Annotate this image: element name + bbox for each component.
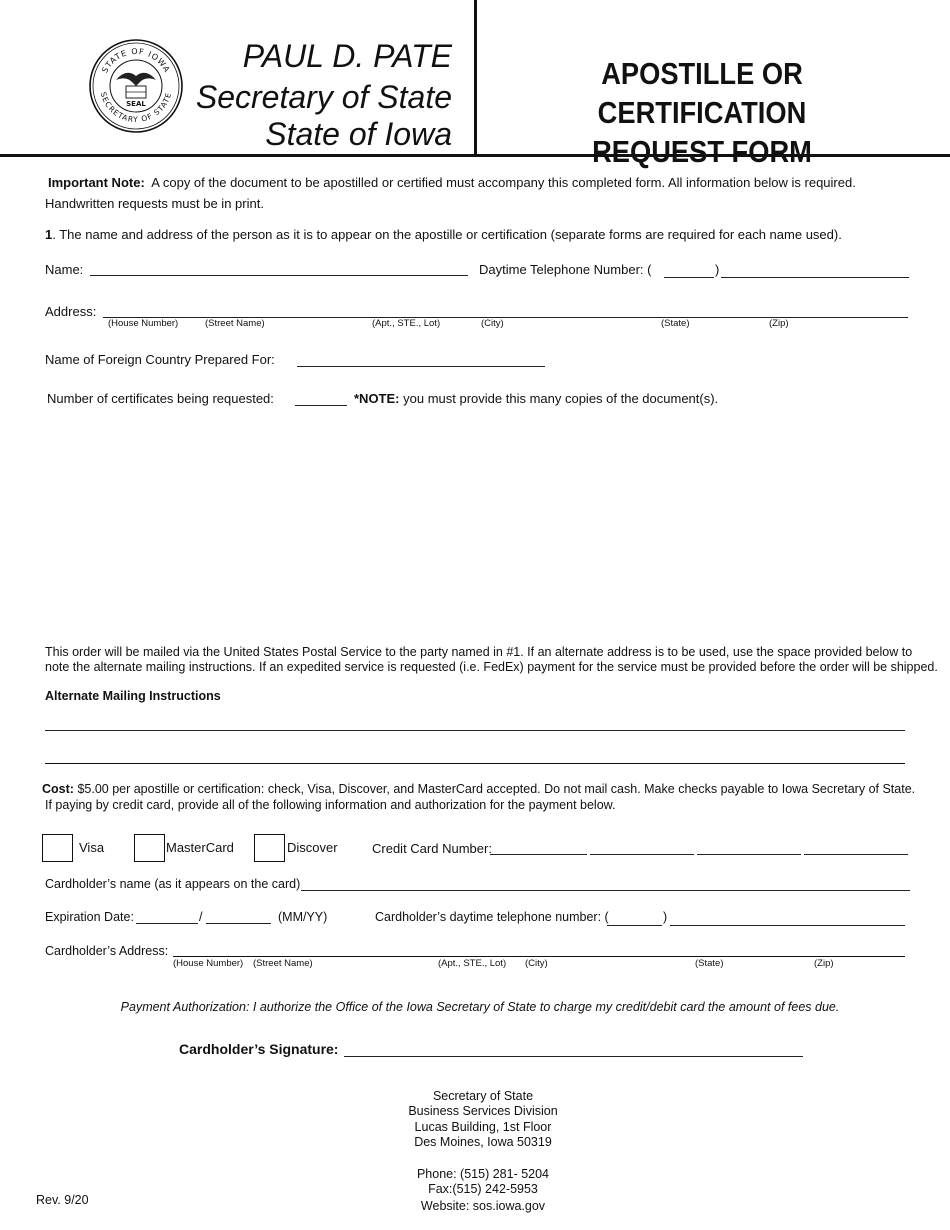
cardholder-address-part-apt: (Apt., STE., Lot) (438, 958, 507, 969)
form-title-line-2: REQUEST FORM (592, 134, 812, 169)
important-note-text: A copy of the document to be apostilled or certified must accompany this completed form. All information below is required. (151, 175, 856, 190)
visa-checkbox[interactable] (42, 834, 73, 862)
cardholder-phone-paren: ) (663, 910, 668, 924)
expiration-month-input[interactable] (136, 909, 198, 924)
official-name: PAUL D. PATE (242, 38, 452, 74)
cardholder-address-input[interactable] (173, 942, 905, 957)
cardholder-phone-input[interactable] (670, 911, 905, 926)
header-divider-vertical (474, 0, 477, 156)
section-1-text: . The name and address of the person as it is to appear on the apostille or certification (separate forms are required for each name used). (52, 227, 842, 242)
address-part-zip: (Zip) (769, 318, 789, 329)
office-address (383, 1089, 583, 1150)
card-number-group-3[interactable] (697, 840, 801, 855)
certificates-note (354, 391, 718, 406)
office-website[interactable]: Website: sos.iowa.gov (420, 1199, 546, 1213)
alternate-mailing-label: Alternate Mailing Instructions (45, 689, 221, 703)
address-part-apt: (Apt., STE., Lot) (372, 318, 441, 329)
cost-text: $5.00 per apostille or certification: check, Visa, Discover, and MasterCard accepted. Do not mail cash. Make checks payable to Iowa Secretary of State. (77, 782, 916, 796)
certificates-note-text: you must provide this many copies of the document(s). (403, 391, 719, 406)
mastercard-checkbox[interactable] (134, 834, 165, 862)
card-number-group-4[interactable] (804, 840, 908, 855)
office-address-line-3: Lucas Building, 1st Floor (414, 1119, 552, 1134)
address-input[interactable] (103, 303, 908, 318)
name-label: Name: (45, 262, 84, 277)
expiration-format-hint: (MM/YY) (278, 910, 328, 924)
cardholder-phone-label: Cardholder’s daytime telephone number: ( (375, 910, 609, 924)
form-title-line-1: APOSTILLE OR CERTIFICATION (597, 56, 807, 130)
revision-label: Rev. 9/20 (36, 1193, 89, 1207)
office-address-line-2: Business Services Division (408, 1104, 558, 1119)
card-number-group-2[interactable] (590, 840, 694, 855)
daytime-phone-paren: ) (715, 262, 720, 277)
cardholder-address-part-state: (State) (695, 958, 724, 969)
office-phone: Phone: (515) 281- 5204 (416, 1167, 550, 1181)
mailing-text-line-2: note the alternate mailing instructions. If an expedited service is requested (i.e. FedEx) payment for the service must be provided before the order will be shipped. (45, 660, 938, 674)
address-label: Address: (45, 304, 97, 319)
certificates-count-input[interactable] (295, 391, 347, 406)
office-address-line-1: Secretary of State (432, 1089, 534, 1103)
official-state: State of Iowa (265, 116, 452, 152)
cost-text-line-2: If paying by credit card, provide all of the following information and authorization for the payment below. (45, 798, 616, 812)
important-note-line-2: Handwritten requests must be in print. (45, 196, 264, 211)
cardholder-phone-area-code-input[interactable] (607, 911, 662, 926)
address-part-street-name: (Street Name) (205, 318, 265, 329)
daytime-phone-input[interactable] (721, 263, 909, 278)
cardholder-address-part-house-number: (House Number) (173, 958, 244, 969)
discover-checkbox[interactable] (254, 834, 285, 862)
certificates-count-label: Number of certificates being requested: (47, 391, 274, 406)
address-part-house-number: (House Number) (108, 318, 179, 329)
cardholder-address-part-street-name: (Street Name) (253, 958, 313, 969)
address-part-city: (City) (481, 318, 504, 329)
office-address-line-4: Des Moines, Iowa 50319 (414, 1134, 552, 1149)
seal-center-text: SEAL (126, 100, 146, 108)
cost-label: Cost: (42, 782, 74, 796)
discover-label: Discover (287, 840, 338, 855)
cardholder-address-label: Cardholder’s Address: (45, 944, 169, 958)
signature-label: Cardholder’s Signature: (179, 1041, 339, 1057)
alternate-mailing-line-1[interactable] (45, 716, 905, 731)
official-title: Secretary of State (195, 79, 452, 115)
visa-label: Visa (79, 840, 105, 855)
cardholder-address-part-city: (City) (525, 958, 548, 969)
daytime-phone-area-code-input[interactable] (664, 263, 714, 278)
mastercard-label: MasterCard (166, 840, 234, 855)
important-note (48, 175, 856, 190)
certificates-note-label: *NOTE: (354, 391, 400, 406)
address-part-state: (State) (661, 318, 690, 329)
name-input[interactable] (90, 261, 468, 276)
important-note-label: Important Note: (48, 175, 145, 190)
office-fax: Fax:(515) 242-5953 (428, 1182, 538, 1196)
mailing-text-line-1: This order will be mailed via the United States Postal Service to the party named in #1. If an alternate address is to be used, use the space provided below to (45, 645, 913, 659)
section-1-instructions (45, 227, 842, 242)
credit-card-number-label: Credit Card Number: (372, 841, 492, 856)
expiration-slash: / (199, 910, 203, 924)
seal-top-text: STATE OF IOWA (100, 46, 172, 75)
cost-text-line-1 (42, 782, 915, 796)
seal-bottom-text: SECRETARY OF STATE (98, 91, 174, 124)
state-seal (88, 38, 184, 134)
section-1-number: 1 (45, 227, 53, 242)
cardholder-name-input[interactable] (301, 876, 910, 891)
signature-input[interactable] (344, 1042, 803, 1057)
alternate-mailing-line-2[interactable] (45, 749, 905, 764)
expiration-label: Expiration Date: (45, 910, 134, 924)
card-number-group-1[interactable] (490, 840, 587, 855)
foreign-country-label: Name of Foreign Country Prepared For: (45, 352, 275, 367)
cardholder-name-label: Cardholder’s name (as it appears on the card) (45, 877, 301, 891)
cardholder-address-part-zip: (Zip) (814, 958, 834, 969)
daytime-phone-label: Daytime Telephone Number: ( (479, 262, 652, 277)
foreign-country-input[interactable] (297, 352, 545, 367)
form-title (505, 54, 899, 171)
expiration-year-input[interactable] (206, 909, 271, 924)
payment-authorization: Payment Authorization: I authorize the Office of the Iowa Secretary of State to charge my credit/debit card the amount of fees due. (120, 1000, 840, 1014)
